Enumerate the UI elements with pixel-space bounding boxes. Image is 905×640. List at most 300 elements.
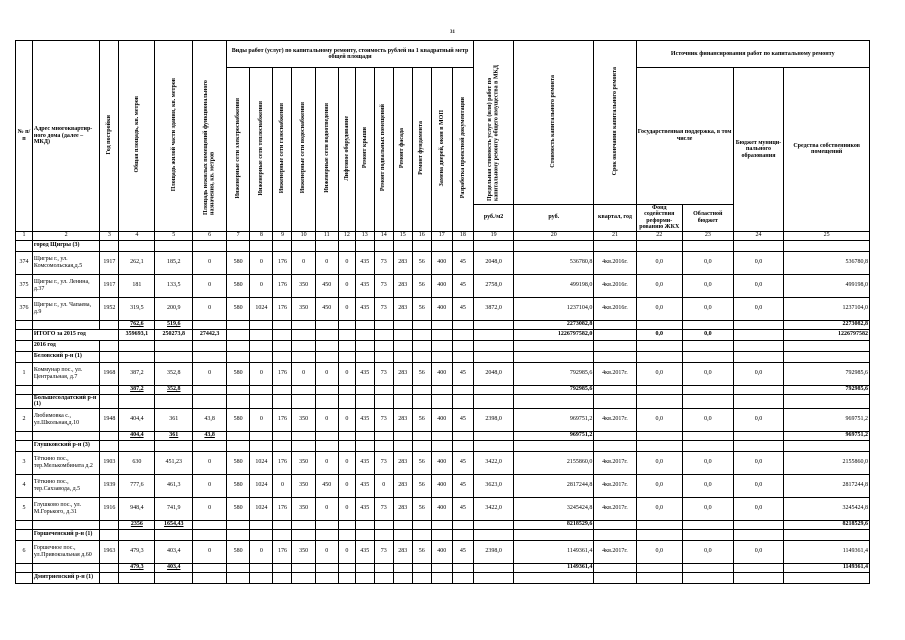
header-fund: Фонд содействия реформи-рованию ЖКХ (636, 204, 682, 231)
empty-cell (119, 440, 155, 451)
row-number: 4 (16, 474, 33, 497)
subtotal-area: 762,6 (119, 320, 155, 329)
row-total-cost: 3245424,8 (514, 497, 594, 520)
year-label: 2016 год (32, 340, 100, 351)
empty-cell (431, 520, 452, 529)
total-area: 359693,1 (119, 329, 155, 340)
subtotal-municipal (733, 563, 784, 572)
empty-cell (338, 340, 355, 351)
empty-cell (250, 385, 273, 394)
empty-cell (474, 329, 514, 340)
row-number: 374 (16, 251, 33, 274)
empty-cell (412, 520, 431, 529)
total-living: 250273,8 (155, 329, 193, 340)
empty-cell (452, 563, 473, 572)
row-total-cost: 536780,8 (514, 251, 594, 274)
empty-cell (227, 240, 250, 251)
row-work-cost: 0 (250, 251, 273, 274)
empty-cell (474, 529, 514, 540)
empty-cell (412, 351, 431, 362)
empty-cell (338, 520, 355, 529)
header-work-9: Ремонт фасада (393, 68, 412, 232)
empty-cell (393, 351, 412, 362)
row-number: 3 (16, 451, 33, 474)
column-number: 19 (474, 231, 514, 240)
row-work-cost: 283 (393, 274, 412, 297)
row-work-cost: 45 (452, 540, 473, 563)
empty-cell (474, 572, 514, 583)
column-number: 14 (374, 231, 393, 240)
page-number: 31 (450, 30, 455, 35)
empty-cell (474, 431, 514, 440)
empty-cell (355, 240, 374, 251)
row-work-cost: 1024 (250, 474, 273, 497)
column-number: 23 (682, 231, 733, 240)
empty-cell (16, 563, 33, 572)
row-work-cost: 400 (431, 274, 452, 297)
row-total-area: 630 (119, 451, 155, 474)
column-number: 20 (514, 231, 594, 240)
header-total-area: Общая площадь, кв. метров (119, 41, 155, 232)
header-no: № п/п (16, 41, 33, 232)
empty-cell (682, 340, 733, 351)
row-max-cost: 3422,0 (474, 451, 514, 474)
row-municipal: 0,0 (733, 474, 784, 497)
row-fund: 0,0 (636, 451, 682, 474)
empty-cell (193, 440, 227, 451)
row-number: 2 (16, 408, 33, 431)
column-number: 18 (452, 231, 473, 240)
column-number: 24 (733, 231, 784, 240)
empty-cell (594, 385, 636, 394)
row-regional: 0,0 (682, 497, 733, 520)
empty-cell (273, 520, 292, 529)
row-number: 375 (16, 274, 33, 297)
row-nonres-area: 0 (193, 474, 227, 497)
column-number: 12 (338, 231, 355, 240)
table-row (16, 497, 870, 520)
empty-cell (374, 320, 393, 329)
empty-cell (292, 520, 315, 529)
empty-cell (474, 563, 514, 572)
row-fund: 0,0 (636, 362, 682, 385)
row-total-cost: 499198,0 (514, 274, 594, 297)
subtotal-regional (682, 520, 733, 529)
empty-cell (784, 351, 870, 362)
empty-cell (733, 572, 784, 583)
row-deadline: 4кв.2017г. (594, 540, 636, 563)
row-work-cost: 350 (292, 474, 315, 497)
column-number: 13 (355, 231, 374, 240)
row-work-cost: 0 (315, 362, 338, 385)
empty-cell (355, 385, 374, 394)
row-number: 6 (16, 540, 33, 563)
header-owners: Средства собственников помещений (784, 68, 870, 232)
empty-cell (636, 340, 682, 351)
empty-cell (733, 394, 784, 408)
empty-cell (682, 572, 733, 583)
subtotal-cost: 2273082,8 (514, 320, 594, 329)
column-number: 8 (250, 231, 273, 240)
row-fund: 0,0 (636, 274, 682, 297)
row-municipal: 0,0 (733, 297, 784, 320)
row-municipal: 0,0 (733, 451, 784, 474)
empty-cell (250, 529, 273, 540)
empty-cell (193, 240, 227, 251)
empty-cell (374, 340, 393, 351)
row-max-cost: 2048,0 (474, 251, 514, 274)
empty-cell (193, 340, 227, 351)
empty-cell (119, 340, 155, 351)
row-living-area: 361 (155, 408, 193, 431)
column-number: 11 (315, 231, 338, 240)
empty-cell (733, 351, 784, 362)
empty-cell (315, 385, 338, 394)
row-work-cost: 400 (431, 451, 452, 474)
empty-cell (594, 351, 636, 362)
row-regional: 0,0 (682, 540, 733, 563)
empty-cell (227, 431, 250, 440)
empty-cell (431, 440, 452, 451)
row-year: 1948 (100, 408, 119, 431)
empty-cell (412, 563, 431, 572)
empty-cell (393, 320, 412, 329)
empty-cell (474, 520, 514, 529)
column-number: 22 (636, 231, 682, 240)
empty-cell (374, 572, 393, 583)
empty-cell (16, 572, 33, 583)
row-year: 1963 (100, 540, 119, 563)
empty-cell (452, 351, 473, 362)
empty-cell (733, 340, 784, 351)
subtotal-area: 479,3 (119, 563, 155, 572)
subtotal-fund (636, 431, 682, 440)
row-work-cost: 0 (338, 408, 355, 431)
empty-cell (16, 351, 33, 362)
empty-cell (594, 440, 636, 451)
empty-cell (100, 529, 119, 540)
empty-cell (393, 394, 412, 408)
row-work-cost: 450 (315, 274, 338, 297)
empty-cell (292, 431, 315, 440)
row-work-cost: 45 (452, 251, 473, 274)
total-nonres: 27442,3 (193, 329, 227, 340)
row-work-cost: 56 (412, 251, 431, 274)
empty-cell (292, 320, 315, 329)
empty-cell (338, 385, 355, 394)
empty-cell (100, 320, 119, 329)
subtotal-area: 404,4 (119, 431, 155, 440)
row-work-cost: 73 (374, 297, 393, 320)
row-work-cost: 435 (355, 274, 374, 297)
empty-cell (393, 240, 412, 251)
row-year: 1903 (100, 451, 119, 474)
row-work-cost: 283 (393, 297, 412, 320)
row-owners: 536780,8 (784, 251, 870, 274)
row-work-cost: 580 (227, 297, 250, 320)
subtotal-living: 403,4 (155, 563, 193, 572)
empty-cell (355, 394, 374, 408)
empty-cell (393, 440, 412, 451)
subtotal-area: 2356 (119, 520, 155, 529)
row-year: 1939 (100, 474, 119, 497)
row-work-cost: 176 (273, 274, 292, 297)
empty-cell (250, 520, 273, 529)
empty-cell (227, 563, 250, 572)
row-max-cost: 3422,0 (474, 497, 514, 520)
empty-cell (733, 529, 784, 540)
subtotal-municipal (733, 431, 784, 440)
subtotal-cost: 792985,6 (514, 385, 594, 394)
empty-cell (338, 240, 355, 251)
row-work-cost: 0 (315, 497, 338, 520)
empty-cell (227, 340, 250, 351)
section-label: город Щигры (3) (32, 240, 100, 251)
empty-cell (100, 340, 119, 351)
row-work-cost: 1024 (250, 451, 273, 474)
empty-cell (431, 385, 452, 394)
subtotal-area: 387,2 (119, 385, 155, 394)
empty-cell (227, 329, 250, 340)
header-deadline: Срок окончания капитального ремонта (594, 41, 636, 205)
empty-cell (16, 240, 33, 251)
empty-cell (374, 520, 393, 529)
empty-cell (636, 240, 682, 251)
row-address: Горшечное пос., ул.Привокзальная д.60 (32, 540, 100, 563)
empty-cell (355, 351, 374, 362)
empty-cell (474, 385, 514, 394)
empty-cell (431, 240, 452, 251)
subtotal-living: 519,6 (155, 320, 193, 329)
row-work-cost: 580 (227, 540, 250, 563)
empty-cell (338, 394, 355, 408)
row-nonres-area: 0 (193, 497, 227, 520)
section-row (16, 351, 870, 362)
row-work-cost: 580 (227, 362, 250, 385)
empty-cell (100, 440, 119, 451)
row-total-area: 777,6 (119, 474, 155, 497)
empty-cell (636, 394, 682, 408)
row-work-cost: 56 (412, 451, 431, 474)
empty-cell (16, 431, 33, 440)
empty-cell (250, 340, 273, 351)
header-funding-group: Источник финансирования работ по капитальному ремонту (636, 41, 869, 68)
empty-cell (784, 394, 870, 408)
column-number: 15 (393, 231, 412, 240)
total-fund: 0,0 (636, 329, 682, 340)
row-work-cost: 0 (315, 251, 338, 274)
row-work-cost: 56 (412, 474, 431, 497)
header-work-5: Инженерные сети водоотведения (315, 68, 338, 232)
empty-cell (292, 529, 315, 540)
row-total-area: 404,4 (119, 408, 155, 431)
row-living-area: 741,9 (155, 497, 193, 520)
row-work-cost: 73 (374, 497, 393, 520)
empty-cell (393, 385, 412, 394)
empty-cell (431, 563, 452, 572)
column-number: 6 (193, 231, 227, 240)
header-work-10: Ремонт фундамента (412, 68, 431, 232)
row-max-cost: 2398,0 (474, 540, 514, 563)
empty-cell (514, 340, 594, 351)
empty-cell (155, 394, 193, 408)
empty-cell (682, 351, 733, 362)
row-work-cost: 0 (250, 408, 273, 431)
empty-cell (155, 340, 193, 351)
row-owners: 1237104,0 (784, 297, 870, 320)
empty-cell (412, 320, 431, 329)
row-work-cost: 350 (292, 274, 315, 297)
row-work-cost: 0 (250, 274, 273, 297)
header-regional: Областной бюджет (682, 204, 733, 231)
row-work-cost: 350 (292, 451, 315, 474)
empty-cell (514, 572, 594, 583)
row-living-area: 461,3 (155, 474, 193, 497)
empty-cell (100, 431, 119, 440)
row-work-cost: 0 (315, 451, 338, 474)
header-works-group: Виды работ (услуг) по капитальному ремонту, стоимость рублей на 1 квадратный метр общей площади (227, 41, 474, 68)
row-deadline: 4кв.2016г. (594, 251, 636, 274)
empty-cell (193, 351, 227, 362)
row-year: 1968 (100, 362, 119, 385)
row-address: Щигры г., ул. Чапаева, д.9 (32, 297, 100, 320)
subtotal-row (16, 385, 870, 394)
empty-cell (292, 329, 315, 340)
header-nonres-area: Площадь нежилых помещений функционального назначения, кв. метров (193, 41, 227, 232)
row-deadline: 4кв.2017г. (594, 497, 636, 520)
row-total-area: 181 (119, 274, 155, 297)
row-regional: 0,0 (682, 274, 733, 297)
empty-cell (155, 240, 193, 251)
empty-cell (155, 572, 193, 583)
empty-cell (193, 394, 227, 408)
empty-cell (636, 440, 682, 451)
column-number: 16 (412, 231, 431, 240)
empty-cell (784, 572, 870, 583)
empty-cell (355, 440, 374, 451)
year-header-row (16, 340, 870, 351)
subtotal-nonres: 43,8 (193, 431, 227, 440)
empty-cell (227, 385, 250, 394)
unit-max-cost: руб./м2 (474, 204, 514, 231)
empty-cell (374, 529, 393, 540)
empty-cell (431, 394, 452, 408)
subtotal-row (16, 431, 870, 440)
empty-cell (227, 394, 250, 408)
empty-cell (452, 520, 473, 529)
row-nonres-area: 0 (193, 362, 227, 385)
row-total-cost: 1237104,0 (514, 297, 594, 320)
empty-cell (193, 572, 227, 583)
header-living-area: Площадь жилой части здания, кв. метров (155, 41, 193, 232)
empty-cell (32, 385, 100, 394)
subtotal-nonres (193, 520, 227, 529)
row-work-cost: 0 (338, 362, 355, 385)
empty-cell (292, 351, 315, 362)
row-total-cost: 1149361,4 (514, 540, 594, 563)
row-work-cost: 45 (452, 362, 473, 385)
row-work-cost: 435 (355, 497, 374, 520)
table-row (16, 297, 870, 320)
empty-cell (292, 394, 315, 408)
row-work-cost: 176 (273, 451, 292, 474)
row-work-cost: 56 (412, 540, 431, 563)
empty-cell (338, 572, 355, 583)
row-address: Любимовка с., ул.Школьная,д.10 (32, 408, 100, 431)
subtotal-fund (636, 563, 682, 572)
empty-cell (412, 340, 431, 351)
column-number: 9 (273, 231, 292, 240)
row-work-cost: 435 (355, 251, 374, 274)
row-regional: 0,0 (682, 451, 733, 474)
row-regional: 0,0 (682, 408, 733, 431)
empty-cell (227, 529, 250, 540)
total-owners: 1226797582 (784, 329, 870, 340)
unit-deadline: квартал, год (594, 204, 636, 231)
row-work-cost: 400 (431, 474, 452, 497)
row-work-cost: 0 (338, 451, 355, 474)
header-work-11: Замена дверей, окон в МОП (431, 68, 452, 232)
subtotal-fund (636, 520, 682, 529)
empty-cell (273, 572, 292, 583)
row-address: Щигры г., ул. Ленина, д.37 (32, 274, 100, 297)
empty-cell (16, 520, 33, 529)
empty-cell (474, 320, 514, 329)
table-row (16, 451, 870, 474)
unit-total-cost: руб. (514, 204, 594, 231)
header-total-cost: Стоимость капитального ремонта (514, 41, 594, 205)
row-deadline: 4кв.2016г. (594, 297, 636, 320)
empty-cell (784, 340, 870, 351)
row-work-cost: 435 (355, 451, 374, 474)
subtotal-owners: 969751,2 (784, 431, 870, 440)
empty-cell (355, 520, 374, 529)
total-cost: 1226797582,0 (514, 329, 594, 340)
header-work-7: Ремонт крыши (355, 68, 374, 232)
subtotal-owners: 8218529,6 (784, 520, 870, 529)
empty-cell (374, 440, 393, 451)
empty-cell (119, 240, 155, 251)
row-total-cost: 792985,6 (514, 362, 594, 385)
empty-cell (292, 563, 315, 572)
row-living-area: 133,5 (155, 274, 193, 297)
empty-cell (355, 572, 374, 583)
empty-cell (273, 563, 292, 572)
empty-cell (155, 351, 193, 362)
empty-cell (412, 240, 431, 251)
empty-cell (16, 320, 33, 329)
row-total-area: 948,4 (119, 497, 155, 520)
empty-cell (119, 351, 155, 362)
row-work-cost: 45 (452, 274, 473, 297)
row-owners: 969751,2 (784, 408, 870, 431)
row-work-cost: 0 (374, 474, 393, 497)
empty-cell (474, 440, 514, 451)
empty-cell (32, 320, 100, 329)
row-municipal: 0,0 (733, 251, 784, 274)
row-deadline: 4кв.2017г. (594, 451, 636, 474)
empty-cell (374, 240, 393, 251)
row-year: 1917 (100, 274, 119, 297)
empty-cell (682, 240, 733, 251)
empty-cell (355, 340, 374, 351)
column-number: 1 (16, 231, 33, 240)
empty-cell (292, 572, 315, 583)
row-regional: 0,0 (682, 297, 733, 320)
row-number: 376 (16, 297, 33, 320)
empty-cell (412, 329, 431, 340)
row-fund: 0,0 (636, 540, 682, 563)
